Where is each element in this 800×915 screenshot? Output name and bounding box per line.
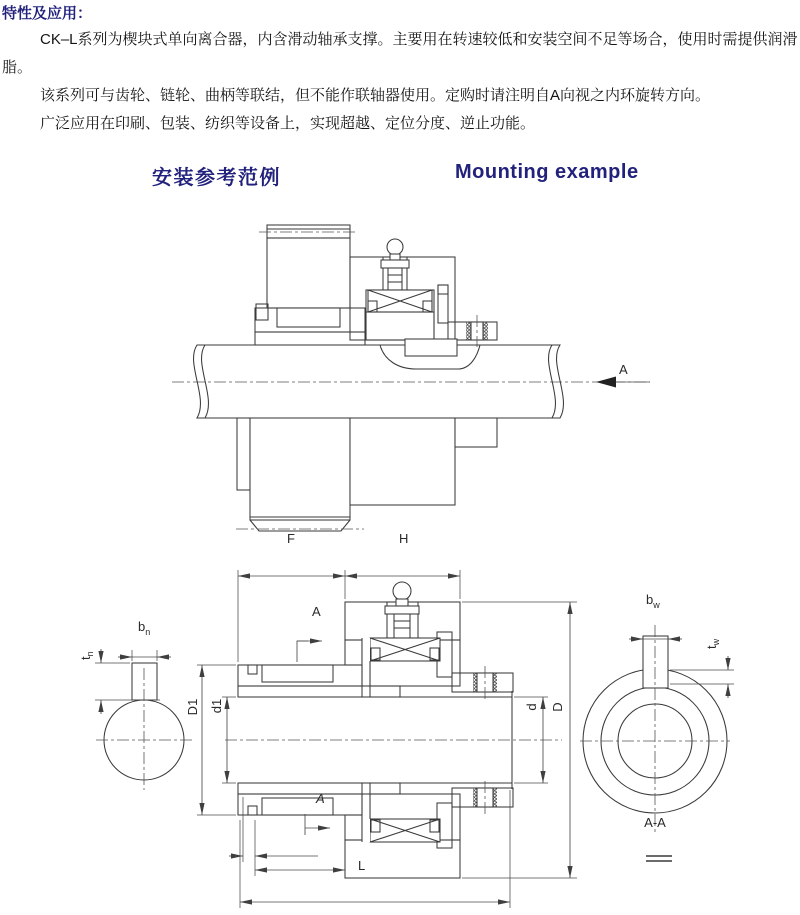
page-title: 特性及应用： xyxy=(2,5,93,22)
sleeve-outline xyxy=(237,418,250,490)
label-tn: $t_n$ xyxy=(78,651,95,660)
gear-outline xyxy=(250,418,350,520)
lower-dimension-drawing xyxy=(78,570,734,908)
label-D: D xyxy=(550,702,565,712)
sprag-bearing xyxy=(366,290,434,340)
mounting-flange-bottom xyxy=(452,781,513,814)
label-L: L xyxy=(358,858,366,873)
section-heading-zh: 安装参考范例 xyxy=(152,167,281,189)
technical-drawings xyxy=(0,200,800,915)
main-section xyxy=(225,582,562,878)
dimensions xyxy=(185,570,577,908)
keyway-bn xyxy=(132,663,157,700)
upper-assembly-drawing xyxy=(172,225,650,546)
label-bw: $b_w$ xyxy=(646,592,660,610)
datum-mark xyxy=(646,856,672,861)
sprag-bearing-top xyxy=(370,638,440,661)
sliding-bearing-top xyxy=(238,686,400,697)
paragraph-2: 该系列可与齿轮、链轮、曲柄等联结，但不能作联轴器使用。定购时请注明自A向视之内环旋转方向。 xyxy=(40,87,711,104)
section-view-aa xyxy=(580,592,734,861)
paragraph-1: CK–L系列为楔块式单向离合器，内含滑动轴承支撑。主要用在转速较低和安装空间不足等场合，使用时需提供润滑脂。 xyxy=(2,31,798,76)
side-seal-plate xyxy=(438,285,448,323)
shaft-key xyxy=(405,339,457,356)
label-view-a: A xyxy=(619,362,628,377)
section-mark-top xyxy=(297,604,322,662)
sprag-bearing-bottom xyxy=(370,819,440,842)
lower-outlines xyxy=(236,418,497,531)
sliding-bearing-liner xyxy=(255,332,365,345)
feature-text-block xyxy=(0,0,800,138)
label-tw: $t_w$ xyxy=(704,638,721,649)
label-bn: $b_n$ xyxy=(138,619,151,637)
label-housing-width: H xyxy=(399,531,409,546)
housing-outline xyxy=(350,418,455,505)
label-section-view: A-A xyxy=(644,815,666,830)
label-d1: d1 xyxy=(209,698,224,714)
paragraph-3: 广泛应用在印刷、包装、纺织等设备上，实现超越、定位分度、逆止功能。 xyxy=(40,115,536,132)
gear-keyway xyxy=(277,308,340,327)
label-d: d xyxy=(524,703,539,711)
view-direction-arrow xyxy=(596,362,650,388)
section-heading-en: Mounting example xyxy=(455,161,639,183)
seal-ring xyxy=(256,304,268,320)
label-D1: D1 xyxy=(185,698,200,716)
shaft-end-view xyxy=(78,619,192,790)
label-section-a-top: A xyxy=(312,604,321,619)
keyway-bw xyxy=(643,636,668,688)
label-section-a-bottom: A xyxy=(316,791,325,806)
gear xyxy=(255,225,365,345)
mounting-flange-top xyxy=(452,666,513,699)
label-gear-width: F xyxy=(287,531,295,546)
clutch-housing xyxy=(350,239,497,369)
